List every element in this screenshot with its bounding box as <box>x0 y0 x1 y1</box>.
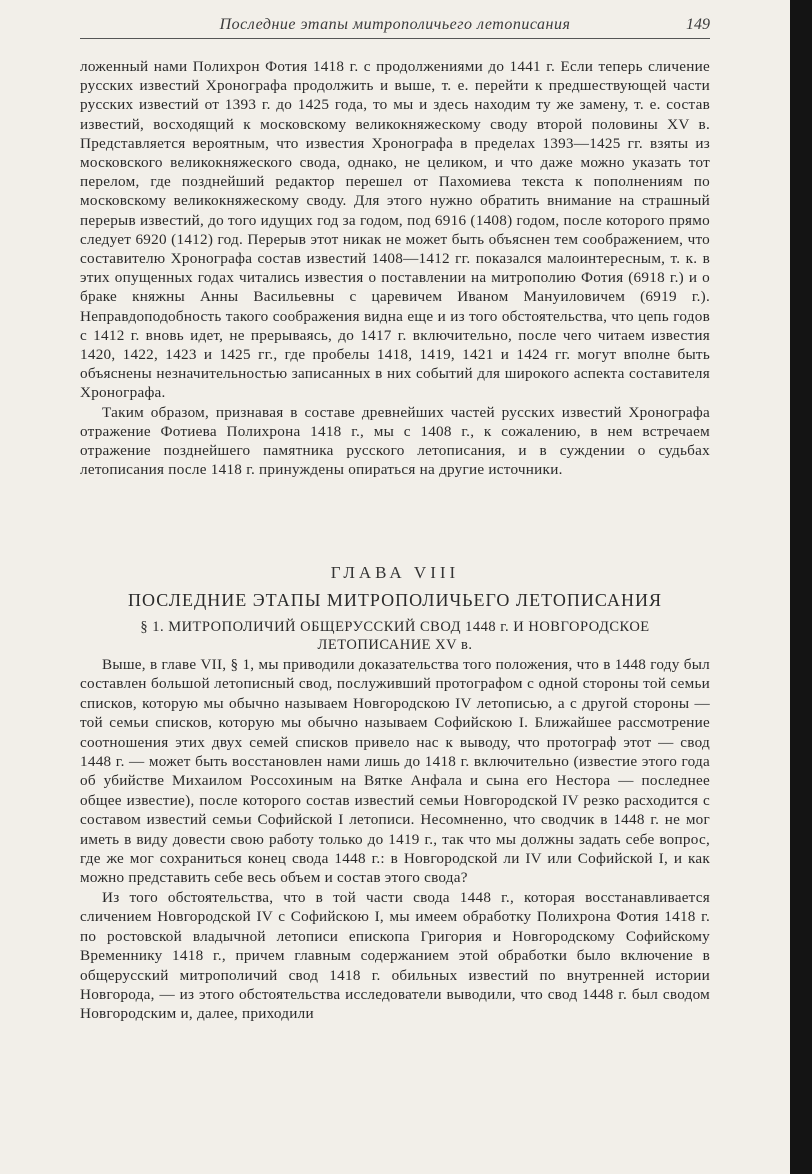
paragraph: Выше, в главе VII, § 1, мы приводили доказательства того положения, что в 1448 году был составлен большой летописный свод, послуживший протографом с одной стороны той семьи списков, которую мы обычно называем Новгородскою IV летописью, а с другой стороны — той семьи списков, которую мы обычно называем Софийскою I. Ближайшее рассмотрение соотношения этих двух семей списков привело нас к выводу, что протограф этот — свод 1448 г. — может быть восстановлен нами лишь до 1418 г. включительно (известие этого года об убийстве Михаилом Россохиным на Вятке Анфала и сына его Нестора — последнее общее известие), после которого состав известий семьи Новгородской IV резко расходится с составом известий семьи Софийской I летописи. Несомненно, что сводчик в 1448 г. не мог иметь в виду довести свою работу только до 1419 г., так что мы должны задать себе вопрос, где же мог сохраниться конец свода 1448 г.: в Новгородской ли IV или Софийской I, и как можно представить себе весь объем и состав этого свода? <box>80 656 710 887</box>
paragraph: Из того обстоятельства, что в той части свода 1448 г., которая восстанавливается сличением Новгородской IV с Софийскою I, мы имеем обработку Полихрона Фотия 1418 г. по ростовской владычной летописи епископа Григория и Новгородскому Софийскому Временнику 1418 г., причем главным содержанием этой обработки было включение в общерусский митрополичий свод 1418 г. обильных известий по внутренней истории Новгорода, — из этого обстоятельства исследователи выводили, что свод 1448 г. был сводом Новгородским и, далее, приходили <box>80 888 710 1023</box>
paragraph-continued: ложенный нами Полихрон Фотия 1418 г. с продолжениями до 1441 г. Если теперь сличение русских известий Хронографа продолжить и выше, т. е. перейти к предшествующей части русских известий от 1393 г. до 1425 года, то мы и здесь находим ту же замену, т. е. состав известий, восходящий к московскому великокняжескому своду второй половины XV в. Представляется вероятным, что известия Хронографа в пределах 1393—1425 гг. взяты из московского великокняжеского свода, однако, не целиком, и что даже можно указать тот перелом, где позднейший редактор перешел от Пахомиева текста к пополнениям по московскому великокняжескому своду. Для этого нужно обратить внимание на страшный перерыв известий, до того идущих год за годом, под 6916 (1408) годом, после которого прямо следует 6920 (1412) год. Перерыв этот никак не может быть объяснен тем соображением, что составителю Хронографа состав известий 1408—1412 гг. показался малоинтересным, т. к. в этих опущенных годах читались известия о поставлении на митрополию Фотия (6918 г.) и о браке княжны Анны Васильевны с царевичем Иваном Мануиловичем (6919 г.). Неправдоподобность такого соображения видна еще и из того обстоятельства, что цепь годов с 1412 г. вновь идет, не прерываясь, до 1417 г. включительно, после чего читаем известия 1420, 1422, 1423 и 1425 гг., где пробелы 1418, 1419, 1421 и 1424 гг. могут вполне быть объяснены незначительностью записанных в них событий для широкого аспекта составителя Хронографа. <box>80 58 710 402</box>
running-title: Последние этапы митрополичьего летописания <box>219 16 571 33</box>
page-number: 149 <box>686 16 710 33</box>
page-header <box>80 14 710 39</box>
section-body <box>80 655 710 1024</box>
paragraph: Таким образом, признавая в составе древнейших частей русских известий Хронографа отражение Фотиева Полихрона 1418 г., мы с 1408 г., к сожалению, в нем встречаем отражение позднейшего памятника русского летописания, и в суждении о судьбах летописания после 1418 г. принуждены опираться на другие источники. <box>80 403 710 479</box>
chapter-label: ГЛАВА VIII <box>330 563 460 582</box>
section-title: § 1. МИТРОПОЛИЧИЙ ОБЩЕРУССКИЙ СВОД 1448 г. И НОВГОРОДСКОЕ ЛЕТОПИСАНИЕ XV в. <box>140 619 650 653</box>
chapter-title: ПОСЛЕДНИЕ ЭТАПЫ МИТРОПОЛИЧЬЕГО ЛЕТОПИСАНИЯ <box>127 590 663 610</box>
body-text <box>80 57 710 479</box>
